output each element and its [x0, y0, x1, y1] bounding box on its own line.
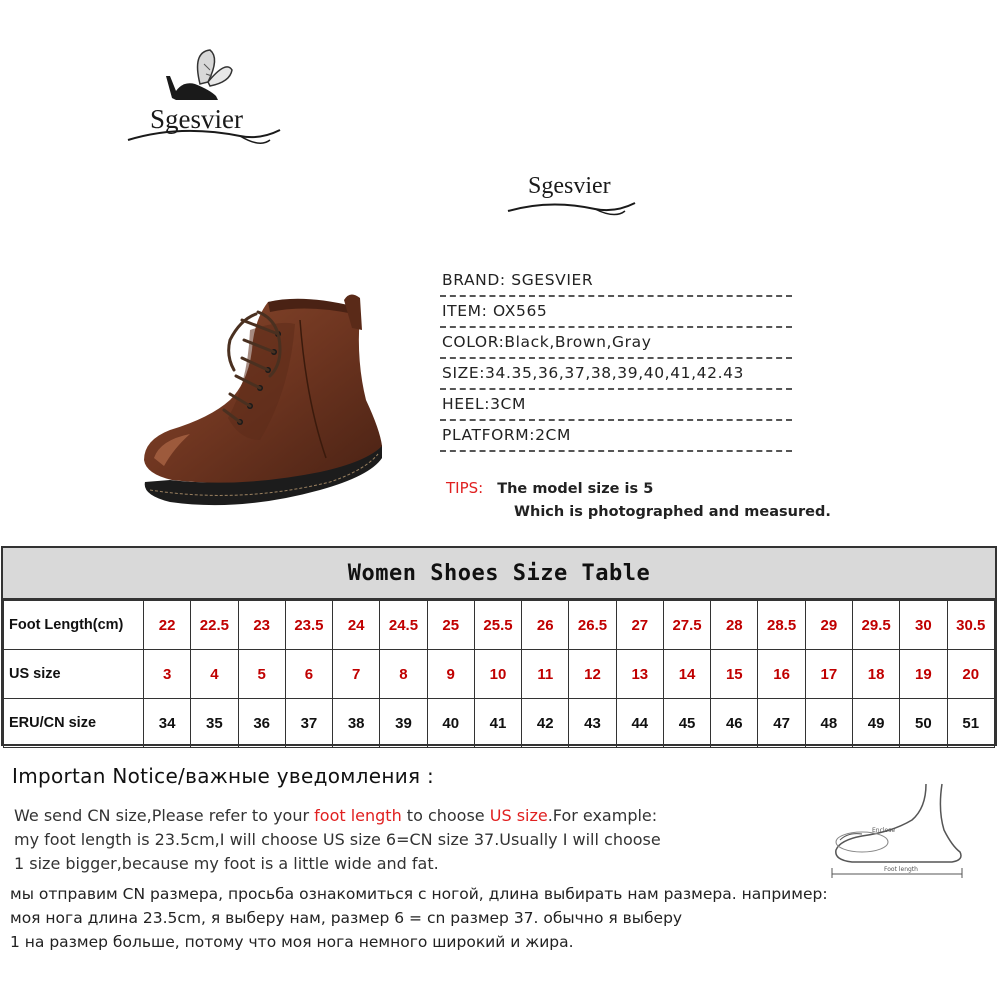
- size-table-cell: 28.5: [758, 601, 805, 650]
- tips-label: TIPS:: [446, 479, 484, 497]
- notice-en-line-3: 1 size bigger,because my foot is a little wide and fat.: [14, 854, 439, 873]
- size-table: [1, 546, 997, 746]
- size-table-cell: 48: [805, 699, 852, 748]
- size-table-cell: 47: [758, 699, 805, 748]
- size-table-cell: 18: [852, 650, 899, 699]
- notice-en-text-2: to choose: [401, 806, 490, 825]
- notice-us-size-highlight: US size: [489, 806, 548, 825]
- size-table-cell: 34: [144, 699, 191, 748]
- size-table-cell: 27: [616, 601, 663, 650]
- size-table-cell: 20: [947, 650, 994, 699]
- size-table-cell: 7: [333, 650, 380, 699]
- size-table-row: [4, 650, 995, 699]
- foot-measurement-figure: [822, 780, 982, 880]
- size-table-cell: 6: [285, 650, 332, 699]
- spec-item: ITEM: OX565: [440, 297, 792, 328]
- size-table-cell: 29: [805, 601, 852, 650]
- size-table-cell: 42: [522, 699, 569, 748]
- size-table-cell: 4: [191, 650, 238, 699]
- foot-enclose-label: Enclose: [872, 827, 896, 834]
- notice-title: Importan Notice/важные уведомления :: [12, 764, 435, 788]
- size-table-row-label: ERU/CN size: [4, 699, 144, 748]
- size-table-row: [4, 601, 995, 650]
- notice-ru-line-1: мы отправим CN размера, просьба ознакомиться с ногой, длина выбирать нам размера. например:: [10, 885, 828, 903]
- size-table-cell: 22.5: [191, 601, 238, 650]
- foot-outline-icon: [822, 780, 982, 880]
- size-table-cell: 38: [333, 699, 380, 748]
- notice-en-text-3: .For example:: [547, 806, 658, 825]
- brand-logo-text: Sgesvier: [150, 104, 243, 134]
- size-table-cell: 51: [947, 699, 994, 748]
- size-table-grid: [3, 600, 995, 748]
- spec-heel: HEEL:3CM: [440, 390, 792, 421]
- notice-english: [14, 804, 814, 876]
- size-table-cell: 35: [191, 699, 238, 748]
- notice-russian: [10, 882, 970, 954]
- size-table-cell: 16: [758, 650, 805, 699]
- size-table-cell: 24: [333, 601, 380, 650]
- size-table-cell: 12: [569, 650, 616, 699]
- size-table-cell: 37: [285, 699, 332, 748]
- size-table-cell: 11: [522, 650, 569, 699]
- size-table-cell: 44: [616, 699, 663, 748]
- lace-up-boot-image: [130, 290, 400, 520]
- spec-brand: BRAND: SGESVIER: [440, 266, 792, 297]
- size-table-cell: 17: [805, 650, 852, 699]
- brand-logo-small: [500, 165, 645, 225]
- size-table-cell: 30.5: [947, 601, 994, 650]
- size-table-title: Women Shoes Size Table: [3, 548, 995, 600]
- size-table-cell: 41: [474, 699, 521, 748]
- size-table-cell: 46: [711, 699, 758, 748]
- size-table-cell: 10: [474, 650, 521, 699]
- size-table-cell: 23.5: [285, 601, 332, 650]
- size-table-cell: 15: [711, 650, 758, 699]
- size-table-cell: 36: [238, 699, 285, 748]
- size-table-cell: 25.5: [474, 601, 521, 650]
- spec-color: COLOR:Black,Brown,Gray: [440, 328, 792, 359]
- size-table-cell: 14: [663, 650, 710, 699]
- size-table-cell: 28: [711, 601, 758, 650]
- tips-line-1: The model size is 5: [497, 481, 654, 497]
- size-table-cell: 45: [663, 699, 710, 748]
- size-table-cell: 30: [900, 601, 947, 650]
- boot-product-image: [130, 290, 400, 520]
- notice-en-line-2: my foot length is 23.5cm,I will choose US size 6=CN size 37.Usually I will choose: [14, 830, 661, 849]
- size-table-cell: 25: [427, 601, 474, 650]
- size-table-row: [4, 699, 995, 748]
- size-table-cell: 9: [427, 650, 474, 699]
- tips-line-2: Which is photographed and measured.: [514, 504, 831, 520]
- size-table-cell: 49: [852, 699, 899, 748]
- size-table-cell: 5: [238, 650, 285, 699]
- foot-length-label: Foot length: [884, 866, 918, 873]
- size-table-cell: 43: [569, 699, 616, 748]
- size-table-cell: 23: [238, 601, 285, 650]
- product-specs: [440, 266, 792, 452]
- size-table-cell: 24.5: [380, 601, 427, 650]
- notice-en-text-1: We send CN size,Please refer to your: [14, 806, 315, 825]
- size-table-cell: 26.5: [569, 601, 616, 650]
- size-table-row-label: Foot Length(cm): [4, 601, 144, 650]
- notice-ru-line-2: моя нога длина 23.5cm, я выберу нам, размер 6 = cn размер 37. обычно я выберу: [10, 909, 683, 927]
- spec-size: SIZE:34.35,36,37,38,39,40,41,42.43: [440, 359, 792, 390]
- high-heel-butterfly-icon: [120, 40, 290, 160]
- size-table-cell: 29.5: [852, 601, 899, 650]
- size-table-cell: 39: [380, 699, 427, 748]
- tips-block: [446, 479, 831, 520]
- size-table-cell: 22: [144, 601, 191, 650]
- size-table-cell: 50: [900, 699, 947, 748]
- size-table-cell: 27.5: [663, 601, 710, 650]
- size-table-cell: 26: [522, 601, 569, 650]
- size-table-row-label: US size: [4, 650, 144, 699]
- size-table-cell: 19: [900, 650, 947, 699]
- size-table-cell: 13: [616, 650, 663, 699]
- brand-logo-small-text: Sgesvier: [528, 173, 611, 199]
- spec-platform: PLATFORM:2CM: [440, 421, 792, 452]
- notice-foot-length-highlight: foot length: [314, 806, 402, 825]
- size-table-cell: 3: [144, 650, 191, 699]
- size-table-cell: 8: [380, 650, 427, 699]
- notice-ru-line-3: 1 на размер больше, потому что моя нога немного широкий и жира.: [10, 933, 574, 951]
- brand-logo: [120, 40, 290, 160]
- size-table-cell: 40: [427, 699, 474, 748]
- notice-en-line-1: [14, 804, 814, 828]
